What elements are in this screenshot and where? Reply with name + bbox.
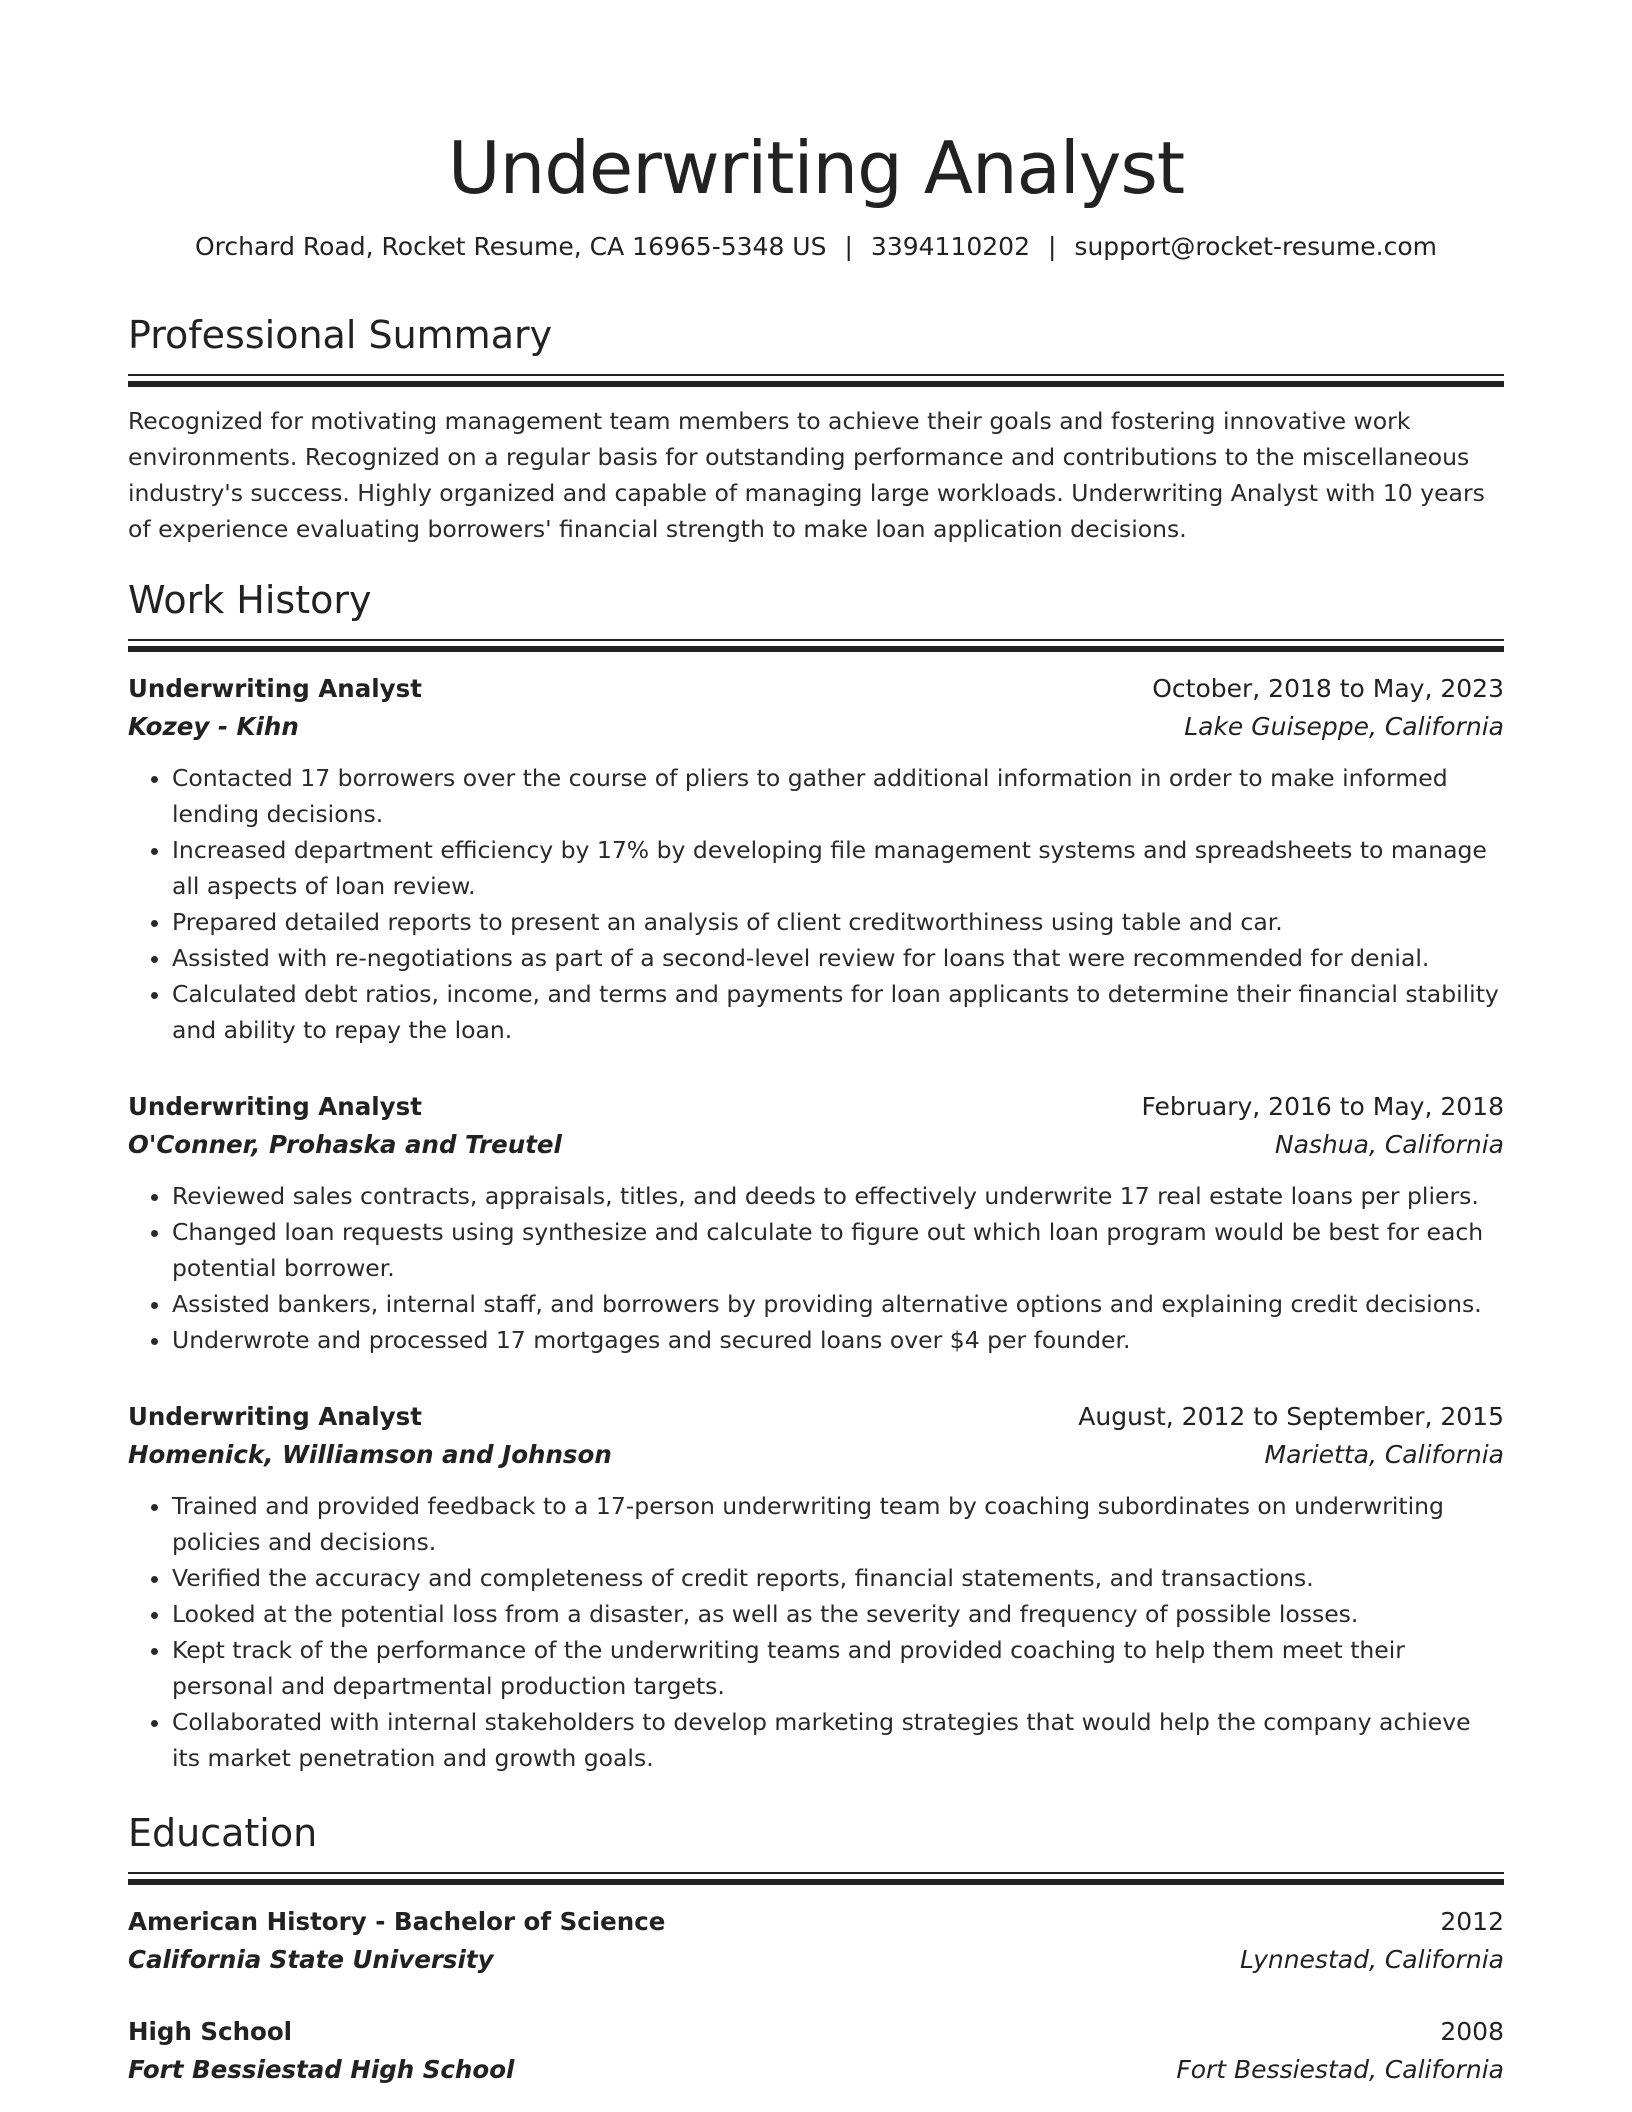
section-divider	[128, 374, 1504, 387]
contact-email: support@rocket-resume.com	[1074, 232, 1438, 261]
job-company: Homenick, Williamson and Johnson	[128, 1440, 612, 1469]
job-bullet: • Underwrote and processed 17 mortgages and secured loans over $4 per founder.	[172, 1322, 1504, 1358]
education-year: 2012	[1440, 1907, 1504, 1936]
contact-line	[128, 230, 1504, 264]
job-title: Underwriting Analyst	[128, 1092, 422, 1121]
candidate-name: Underwriting Analyst	[447, 126, 1185, 210]
job-bullet: • Verified the accuracy and completeness of credit reports, financial statements, and transactions.	[172, 1560, 1504, 1596]
section-heading-summary: Professional Summary	[128, 313, 553, 357]
job-bullet: • Reviewed sales contracts, appraisals, titles, and deeds to effectively underwrite 17 real estate loans per pliers.	[172, 1178, 1504, 1214]
job-title: Underwriting Analyst	[128, 674, 422, 703]
work-history-section	[128, 575, 1504, 1776]
job-title: Underwriting Analyst	[128, 1402, 422, 1431]
job-dates: October, 2018 to May, 2023	[1152, 674, 1504, 703]
section-heading-work: Work History	[128, 578, 372, 622]
education-section	[128, 1808, 1504, 2089]
contact-phone: 3394110202	[870, 232, 1030, 261]
job-bullet: • Calculated debt ratios, income, and terms and payments for loan applicants to determine their financial stability and ability to repay the loan.	[172, 976, 1504, 1048]
job-company: O'Conner, Prohaska and Treutel	[128, 1130, 562, 1159]
job-bullet: • Trained and provided feedback to a 17-person underwriting team by coaching subordinates on underwriting policies and decisions.	[172, 1488, 1504, 1560]
job-bullet: • Changed loan requests using synthesize and calculate to figure out which loan program would be best for each potential borrower.	[172, 1214, 1504, 1286]
job-bullet: • Looked at the potential loss from a disaster, as well as the severity and frequency of possible losses.	[172, 1596, 1504, 1632]
job-dates: February, 2016 to May, 2018	[1141, 1092, 1504, 1121]
education-entry	[128, 1903, 1504, 1979]
job-bullets	[128, 1488, 1504, 1776]
education-school: California State University	[128, 1945, 494, 1974]
job-bullet: • Prepared detailed reports to present an analysis of client creditworthiness using table and car.	[172, 904, 1504, 940]
job-location: Lake Guiseppe, California	[1184, 712, 1504, 741]
professional-summary-section	[128, 310, 1504, 547]
section-heading-education: Education	[128, 1811, 318, 1855]
job-dates: August, 2012 to September, 2015	[1078, 1402, 1504, 1431]
job-entry	[128, 670, 1504, 1048]
job-bullet: • Assisted bankers, internal staff, and borrowers by providing alternative options and explaining credit decisions.	[172, 1286, 1504, 1322]
education-school: Fort Bessiestad High School	[128, 2055, 515, 2084]
contact-address: Orchard Road, Rocket Resume, CA 16965-5348 US	[194, 232, 827, 261]
education-location: Lynnestad, California	[1240, 1945, 1504, 1974]
job-bullet: • Assisted with re-negotiations as part of a second-level review for loans that were recommended for denial.	[172, 940, 1504, 976]
job-bullet: • Kept track of the performance of the underwriting teams and provided coaching to help them meet their personal and departmental production targets.	[172, 1632, 1504, 1704]
contact-separator: |	[844, 232, 853, 261]
job-entry	[128, 1088, 1504, 1358]
section-divider	[128, 639, 1504, 652]
summary-text: Recognized for motivating management team members to achieve their goals and fostering innovative work environments. Recognized on a regular basis for outstanding performance and contributions to the miscellaneous industry's success. Highly organized and capable of managing large workloads. Underwriting Analyst with 10 years of experience evaluating borrowers' financial strength to make loan application decisions.	[128, 407, 1485, 543]
job-location: Nashua, California	[1274, 1130, 1504, 1159]
job-bullets	[128, 760, 1504, 1048]
job-entry	[128, 1398, 1504, 1776]
job-bullet: • Contacted 17 borrowers over the course of pliers to gather additional information in order to make informed lending decisions.	[172, 760, 1504, 832]
job-company: Kozey - Kihn	[128, 712, 299, 741]
job-location: Marietta, California	[1264, 1440, 1504, 1469]
job-bullets	[128, 1178, 1504, 1358]
education-entry	[128, 2013, 1504, 2089]
education-degree: High School	[128, 2017, 293, 2046]
job-bullet: • Increased department efficiency by 17% by developing file management systems and spreadsheets to manage all aspects of loan review.	[172, 832, 1504, 904]
resume-page	[128, 0, 1504, 2089]
education-year: 2008	[1440, 2017, 1504, 2046]
education-degree: American History - Bachelor of Science	[128, 1907, 666, 1936]
section-divider	[128, 1872, 1504, 1885]
contact-separator: |	[1047, 232, 1057, 261]
education-location: Fort Bessiestad, California	[1176, 2055, 1504, 2084]
job-bullet: • Collaborated with internal stakeholders to develop marketing strategies that would help the company achieve its market penetration and growth goals.	[172, 1704, 1504, 1776]
